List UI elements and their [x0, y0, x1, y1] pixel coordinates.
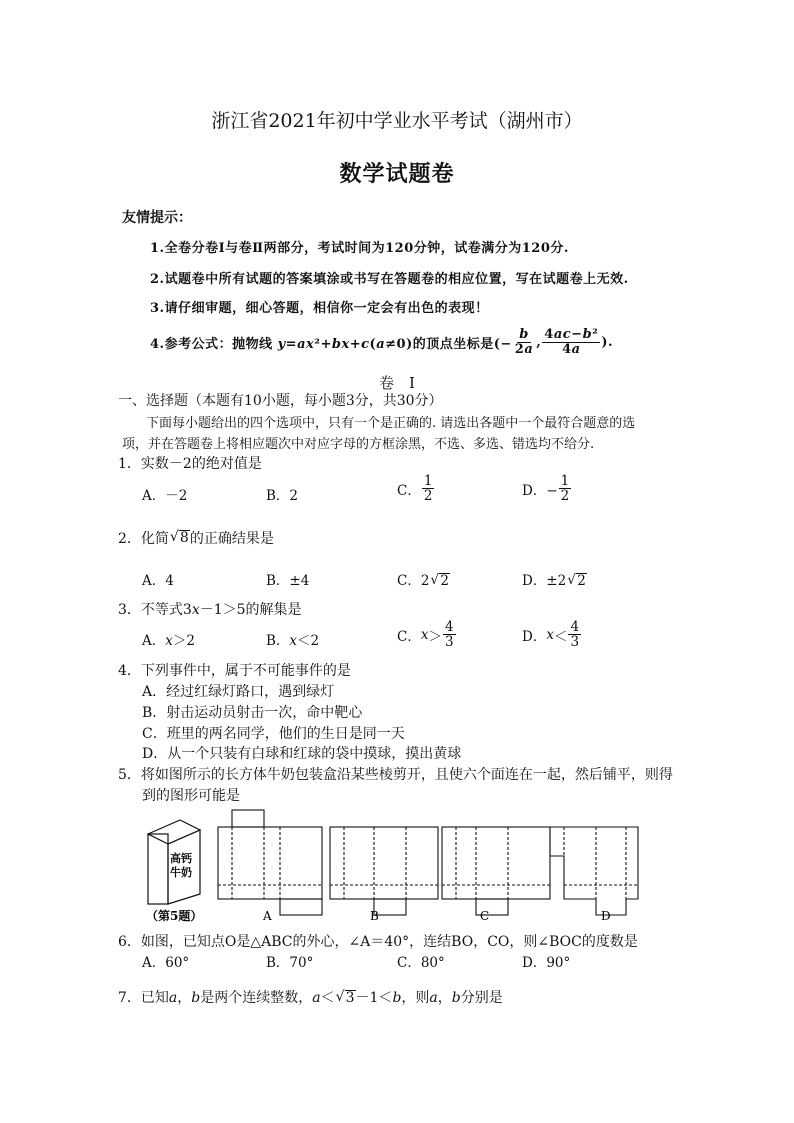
milk-box-label-line: 高钙 — [170, 852, 192, 865]
q3-option-b: B．x＜2 — [266, 633, 320, 649]
q6-option-a: A．60° — [142, 955, 190, 971]
net-a-label: A — [263, 909, 272, 923]
q3-option-a: A．x＞2 — [142, 633, 195, 649]
q2-option-d: D．±2√ 2 — [522, 569, 587, 589]
vertex-x-fraction: $\frac{b}{2a}$ — [514, 327, 534, 357]
q4-stem: 4．下列事件中，属于不可能事件的是 — [118, 663, 351, 679]
tip-2: 2.试题卷中所有试题的答案填涂或书写在答题卷的相应位置，写在试题卷上无效. — [150, 272, 629, 287]
tip-4-prefix: 4.参考公式：抛物线 y=ax²+bx+c(a≠0)的顶点坐标是(− — [150, 336, 512, 352]
sqrt-8: √ 8 — [170, 530, 190, 546]
net-b — [330, 827, 438, 915]
q4-option-b: B．射击运动员射击一次，命中靶心 — [142, 705, 363, 721]
tip-1: 1.全卷分卷Ⅰ与卷Ⅱ两部分，考试时间为120分钟，试卷满分为120分. — [150, 241, 569, 256]
section-instruction-2: 项，并在答题卷上将相应题次中对应字母的方框涂黑，不选、多选、错选均不给分. — [122, 437, 595, 452]
net-b-label: B — [370, 909, 379, 923]
milk-box-label-line: 牛奶 — [170, 866, 192, 879]
q3-option-c: C． x ＞ $\frac{4}{3}$ — [397, 619, 454, 651]
q1-option-b: B．2 — [266, 488, 299, 504]
q5-stem-2: 到的图形可能是 — [142, 788, 240, 804]
q5-stem-1: 5．将如图所示的长方体牛奶包装盒沿某些棱剪开，且使六个面连在一起，然后铺平，则得 — [118, 767, 673, 783]
sqrt-2: √ 2 — [430, 573, 450, 589]
tip-4-suffix: ). — [601, 334, 614, 350]
net-d-label: D — [601, 909, 611, 923]
volume-heading: 卷 Ⅰ — [379, 374, 415, 392]
tips-heading: 友情提示： — [122, 210, 192, 226]
q1-stem: 1．实数－2的绝对值是 — [118, 456, 262, 472]
paper-subtitle: 数学试题卷 — [339, 161, 455, 187]
q1-option-d: D．− $\frac{1}{2}$ — [522, 473, 570, 505]
section-title: 一、选择题（本题有10小题，每小题3分，共30分） — [118, 393, 443, 409]
tip-4 — [150, 328, 613, 356]
q6-option-b: B．70° — [266, 955, 314, 971]
net-c-label: C — [480, 909, 490, 923]
q5-figure — [130, 800, 650, 928]
tip-3: 3.请仔细审题，细心答题，相信你一定会有出色的表现！ — [150, 301, 489, 316]
q3-c-fraction: $\frac{4}{3}$ — [444, 619, 454, 651]
q2-stem: 2．化简 √ 8 的正确结果是 — [118, 528, 274, 548]
exam-title: 浙江省2021年初中学业水平考试（湖州市） — [211, 110, 583, 132]
q3-option-d: D． x ＜ $\frac{4}{3}$ — [522, 619, 580, 651]
q4-option-a: A．经过红绿灯路口，遇到绿灯 — [142, 684, 335, 700]
q1-c-fraction: $\frac{1}{2}$ — [423, 473, 433, 505]
sqrt-3: √ 3 — [336, 990, 356, 1006]
q4-option-c: C．班里的两名同学，他们的生日是同一天 — [142, 726, 405, 742]
sqrt-2: √ 2 — [567, 573, 587, 589]
section-instruction-1: 下面每小题给出的四个选项中，只有一个是正确的. 请选出各题中一个最符合题意的选 — [146, 416, 636, 431]
q3-d-fraction: $\frac{4}{3}$ — [570, 619, 580, 651]
q6-stem: 6．如图，已知点O是△ABC的外心，∠A＝40°，连结BO，CO，则∠BOC的度数是 — [118, 934, 638, 950]
q2-option-c: C．2√ 2 — [397, 569, 450, 589]
q4-option-d: D．从一个只装有白球和红球的袋中摸球，摸出黄球 — [142, 746, 462, 762]
q1-option-c: C． $\frac{1}{2}$ — [397, 473, 433, 505]
tip-4-comma: , — [536, 334, 542, 350]
milk-box-label — [170, 851, 192, 879]
q6-option-d: D．90° — [522, 955, 571, 971]
q2-option-a: A．4 — [142, 573, 174, 589]
q3-stem: 3．不等式3x－1＞5的解集是 — [118, 602, 302, 618]
net-d — [550, 827, 638, 915]
q1-d-fraction: $\frac{1}{2}$ — [560, 473, 570, 505]
q6-option-c: C．80° — [397, 955, 445, 971]
q2-option-b: B．±4 — [266, 573, 310, 589]
q7-stem: 7．已知a，b是两个连续整数，a＜√ 3－1＜b，则a，b分别是 — [118, 987, 503, 1007]
q1-option-a: A．－2 — [142, 488, 188, 504]
vertex-y-fraction: $\frac{\text{4ac−b²}}{4a}$ — [544, 327, 599, 357]
net-a — [218, 810, 322, 915]
net-c — [442, 827, 550, 915]
q5-caption: （第5题） — [146, 909, 203, 923]
